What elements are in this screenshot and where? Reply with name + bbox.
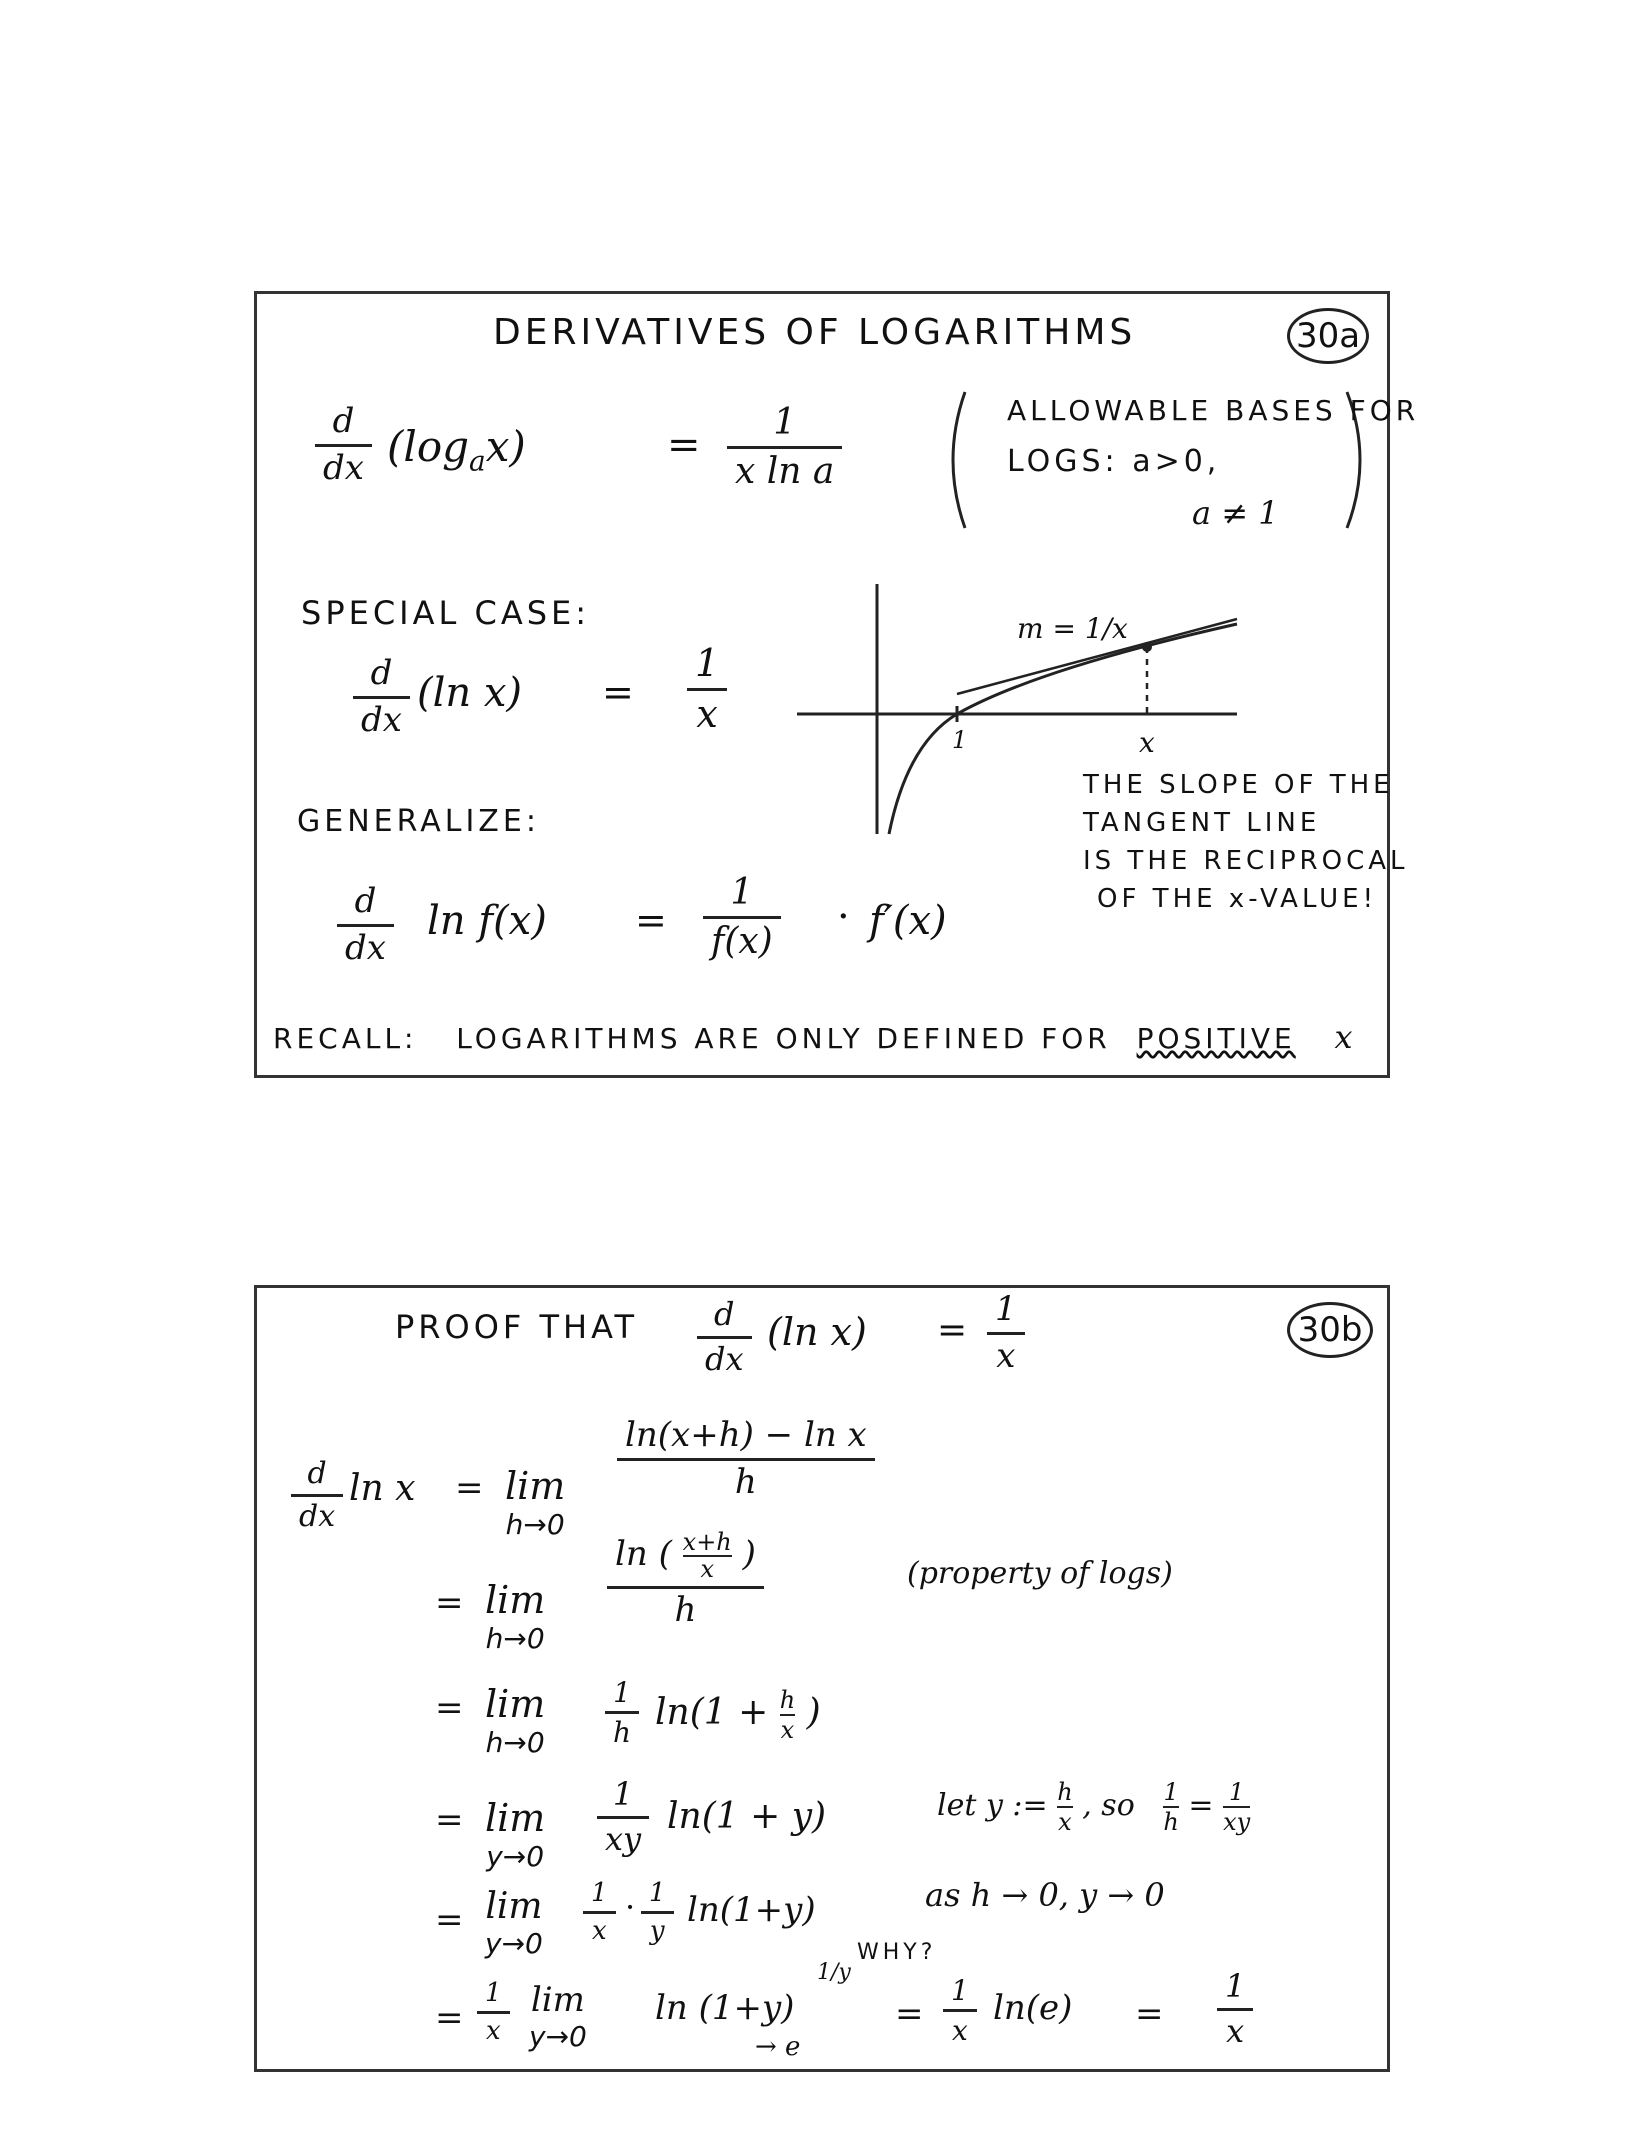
note-pre: let y := bbox=[937, 1788, 1048, 1823]
num: 1 bbox=[612, 1775, 634, 1813]
rhs-den: f(x) bbox=[711, 920, 773, 962]
lim: lim bbox=[485, 1578, 546, 1622]
num bbox=[607, 1530, 764, 1582]
recall-var: x bbox=[1334, 1018, 1357, 1056]
card-30a bbox=[254, 291, 1420, 1078]
expr-pre: ln(1 + bbox=[655, 1692, 769, 1733]
inner-num: x+h bbox=[682, 1528, 732, 1556]
note-f1-num: 1 bbox=[1163, 1778, 1179, 1806]
num: 1 bbox=[951, 1974, 969, 2007]
lim: lim bbox=[485, 1796, 546, 1840]
step6-exponent: 1/y bbox=[817, 1960, 851, 1985]
step1-operator bbox=[291, 1458, 343, 1532]
inner-frac bbox=[780, 1686, 795, 1744]
generalize-equals: = bbox=[635, 898, 667, 942]
op-num: d bbox=[370, 653, 393, 693]
note-line3: a ≠ 1 bbox=[1192, 494, 1279, 532]
rhs-num: 1 bbox=[995, 1289, 1017, 1329]
card-b-title-operator bbox=[697, 1295, 752, 1378]
step6-why: WHY? bbox=[857, 1940, 937, 1965]
step6-r1-tail: ln(e) bbox=[993, 1988, 1073, 2028]
step5-dot: · bbox=[625, 1888, 636, 1926]
den: x bbox=[1226, 2011, 1245, 2050]
note-frac-1h bbox=[1163, 1778, 1178, 1836]
step1-lhs: ln x bbox=[349, 1468, 416, 1509]
step3-equals: = bbox=[435, 1688, 464, 1728]
inner-den: x bbox=[700, 1555, 714, 1584]
step2-note: (property of logs) bbox=[907, 1556, 1173, 1591]
step1-limit bbox=[505, 1464, 565, 1541]
num-pre: ln ( bbox=[615, 1534, 672, 1575]
num: 1 bbox=[649, 1878, 666, 1908]
note-line2: LOGS: a>0, bbox=[1007, 444, 1221, 479]
step2-fraction bbox=[607, 1530, 764, 1629]
step6-frac-1x bbox=[477, 1980, 510, 2046]
rhs-num: 1 bbox=[695, 641, 720, 685]
note-line1: ALLOWABLE BASES FOR bbox=[1007, 394, 1420, 427]
op-num: d bbox=[714, 1295, 735, 1333]
step6-r1-frac bbox=[943, 1976, 977, 2046]
den: xy bbox=[605, 1819, 642, 1858]
step6-r2-frac bbox=[1217, 1967, 1253, 2050]
lhs-tail: x) bbox=[485, 422, 526, 471]
den: x bbox=[952, 2014, 968, 2048]
lim-sub: h→0 bbox=[485, 1622, 545, 1655]
special-case-expr: (ln x) bbox=[417, 670, 523, 716]
inner-num: h bbox=[779, 1686, 796, 1714]
den: x bbox=[485, 2016, 501, 2047]
note-frac-hx bbox=[1057, 1778, 1072, 1836]
step3-expr bbox=[655, 1686, 821, 1744]
note-num: h bbox=[1057, 1778, 1073, 1806]
lhs-sub: a bbox=[469, 444, 486, 478]
step5-note: as h → 0, y → 0 bbox=[925, 1876, 1165, 1914]
step4-limit bbox=[485, 1796, 545, 1873]
step6-arrow-e: → e bbox=[755, 2032, 801, 2062]
lim: lim bbox=[485, 1886, 543, 1927]
op-num: d bbox=[354, 881, 377, 921]
generalize-dot: · bbox=[837, 894, 850, 940]
op-num: d bbox=[332, 401, 355, 441]
step3-limit bbox=[485, 1682, 545, 1759]
rhs-num: 1 bbox=[730, 872, 754, 913]
slope-note-line1: THE SLOPE OF THE bbox=[1083, 770, 1394, 800]
step4-equals: = bbox=[435, 1800, 464, 1840]
card-b-badge: 30b bbox=[1287, 1302, 1373, 1358]
ln-curve bbox=[889, 624, 1237, 834]
op-den: dx bbox=[323, 447, 364, 488]
step6-equals: = bbox=[435, 1998, 464, 2038]
lim-sub: y→0 bbox=[486, 1840, 545, 1873]
special-case-label: SPECIAL CASE: bbox=[301, 594, 591, 632]
recall-text: LOGARITHMS ARE ONLY DEFINED FOR bbox=[456, 1022, 1111, 1055]
step3-frac bbox=[605, 1678, 639, 1748]
main-formula-rhs bbox=[727, 404, 842, 491]
generalize-label: GENERALIZE: bbox=[297, 804, 540, 839]
recall-line bbox=[273, 1018, 1357, 1056]
note-f2-den: xy bbox=[1223, 1808, 1251, 1836]
op-den: dx bbox=[705, 1339, 744, 1378]
main-formula-operator bbox=[315, 401, 372, 488]
note-mid: , so bbox=[1082, 1788, 1135, 1823]
rhs-den: x bbox=[996, 1335, 1016, 1376]
inner-frac bbox=[683, 1530, 732, 1582]
num: 1 bbox=[613, 1676, 631, 1709]
step6-eq2: = bbox=[895, 1994, 924, 2034]
card-a-title: DERIVATIVES OF LOGARITHMS bbox=[493, 312, 1137, 353]
rhs-den: x ln a bbox=[735, 450, 835, 492]
generalize-operator bbox=[337, 881, 394, 968]
lhs-expr: (log bbox=[387, 422, 469, 471]
rhs-den: x bbox=[696, 691, 718, 736]
lim-sub: y→0 bbox=[529, 2020, 587, 2053]
step6-eq3: = bbox=[1135, 1994, 1164, 2034]
den: y bbox=[649, 1916, 665, 1947]
tick-one-label: 1 bbox=[952, 726, 968, 754]
note-f2-num: 1 bbox=[1228, 1778, 1245, 1806]
note-f1-den: h bbox=[1163, 1808, 1179, 1836]
note-den: x bbox=[1058, 1808, 1072, 1836]
slope-note-line3: IS THE RECIPROCAL bbox=[1083, 846, 1409, 876]
lim: lim bbox=[505, 1464, 566, 1508]
card-b-title-prefix: PROOF THAT bbox=[395, 1308, 639, 1346]
lim: lim bbox=[530, 1980, 585, 2020]
step1-equals: = bbox=[455, 1468, 484, 1508]
step4-frac bbox=[597, 1775, 649, 1858]
lim-sub: y→0 bbox=[485, 1927, 543, 1960]
main-formula-equals: = bbox=[667, 422, 701, 468]
step5-limit bbox=[485, 1886, 543, 1960]
slope-note-line4: OF THE x-VALUE! bbox=[1097, 884, 1378, 914]
card-b-title-equals: = bbox=[937, 1310, 968, 1351]
lim-sub: h→0 bbox=[505, 1508, 565, 1541]
main-formula-lhs bbox=[387, 422, 526, 477]
num: 1 bbox=[485, 1978, 502, 2008]
step6-expr: ln (1+y) bbox=[655, 1988, 795, 2028]
special-case-rhs bbox=[687, 641, 727, 736]
recall-emph: POSITIVE bbox=[1136, 1022, 1296, 1055]
step6-limit bbox=[529, 1980, 587, 2053]
den: x bbox=[591, 1916, 607, 1947]
inner-den: x bbox=[780, 1716, 795, 1744]
den: h bbox=[674, 1590, 697, 1631]
op-den: dx bbox=[361, 699, 402, 740]
step2-equals: = bbox=[435, 1583, 464, 1623]
step2-limit bbox=[485, 1578, 545, 1655]
step1-fraction bbox=[617, 1415, 875, 1502]
step5-frac-1y bbox=[641, 1880, 674, 1946]
num: 1 bbox=[591, 1878, 608, 1908]
step4-note bbox=[937, 1778, 1250, 1836]
lim-sub: h→0 bbox=[485, 1726, 545, 1759]
generalize-rhs-frac bbox=[703, 874, 781, 961]
rhs-num: 1 bbox=[773, 402, 797, 443]
step5-equals: = bbox=[435, 1900, 464, 1940]
expr-post: ) bbox=[806, 1692, 821, 1733]
op-num: d bbox=[307, 1456, 327, 1491]
note-eq: = bbox=[1188, 1788, 1214, 1823]
card-30b bbox=[254, 1285, 1390, 2072]
op-den: dx bbox=[345, 927, 386, 968]
generalize-tail: f′(x) bbox=[869, 898, 947, 944]
slope-note-line2: TANGENT LINE bbox=[1083, 808, 1321, 838]
num: ln(x+h) − ln x bbox=[625, 1415, 867, 1455]
generalize-expr: ln f(x) bbox=[427, 898, 547, 944]
step5-expr: ln(1+y) bbox=[687, 1890, 816, 1930]
step5-frac-1x bbox=[583, 1880, 616, 1946]
step4-expr: ln(1 + y) bbox=[667, 1796, 827, 1837]
special-case-equals: = bbox=[602, 670, 634, 714]
num-post: ) bbox=[742, 1534, 756, 1575]
card-a-badge: 30a bbox=[1287, 308, 1369, 364]
special-case-operator bbox=[353, 653, 410, 740]
recall-prefix: RECALL: bbox=[273, 1022, 418, 1055]
num: 1 bbox=[1225, 1967, 1246, 2005]
tick-x-label: x bbox=[1139, 726, 1155, 759]
note-frac-1xy bbox=[1223, 1778, 1250, 1836]
card-b-title-expr: (ln x) bbox=[767, 1310, 867, 1354]
den: h bbox=[734, 1461, 757, 1502]
op-den: dx bbox=[299, 1498, 336, 1534]
lim: lim bbox=[485, 1682, 546, 1726]
slope-label: m = 1/x bbox=[1017, 612, 1128, 645]
card-b-title-rhs bbox=[987, 1289, 1025, 1376]
den: h bbox=[613, 1716, 632, 1750]
